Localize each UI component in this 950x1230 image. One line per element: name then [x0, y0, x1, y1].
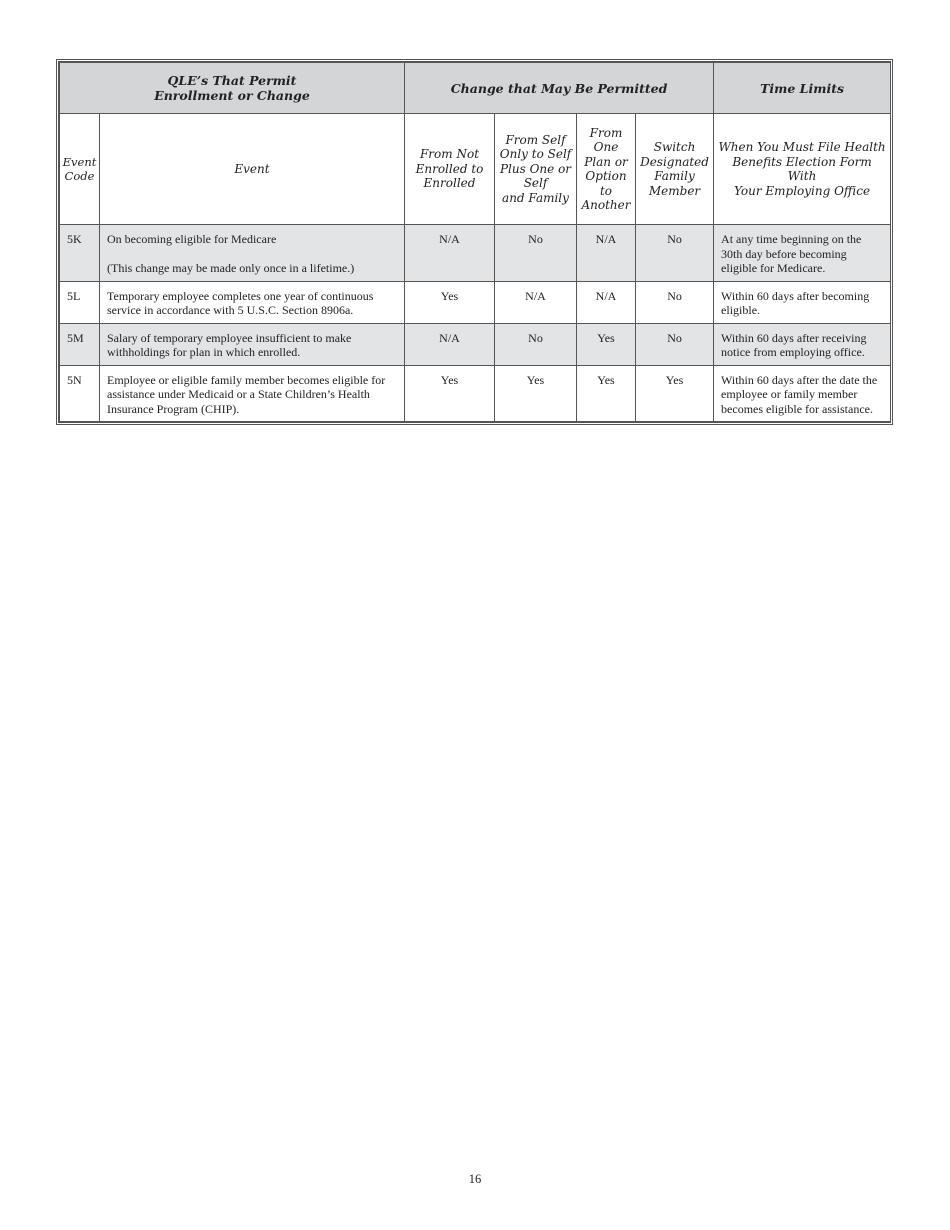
from-self-only-cell: N/A — [495, 281, 577, 323]
qle-table-frame — [56, 59, 893, 425]
switch-designated-header: Switch Designated Family Member — [636, 114, 714, 225]
from-self-only-cell: No — [495, 225, 577, 282]
table-row — [60, 225, 891, 282]
qle-table — [59, 62, 891, 422]
event-code-header: Event Code — [60, 114, 100, 225]
from-not-enrolled-cell: N/A — [405, 323, 495, 365]
from-not-enrolled-header: From Not Enrolled to Enrolled — [405, 114, 495, 225]
from-one-plan-cell: Yes — [577, 365, 636, 422]
event-header: Event — [100, 114, 405, 225]
change-group-header: Change that May Be Permitted — [405, 63, 714, 114]
from-one-plan-cell: Yes — [577, 323, 636, 365]
from-self-only-header: From Self Only to Self Plus One or Self and Family — [495, 114, 577, 225]
when-file-header: When You Must File Health Benefits Election Form With Your Employing Office — [714, 114, 891, 225]
from-not-enrolled-cell: Yes — [405, 281, 495, 323]
page-number: 16 — [468, 1172, 482, 1186]
event-cell: Employee or eligible family member becomes eligible for assistance under Medicaid or a State Children’s Health Insurance Program (CHIP). — [100, 365, 405, 422]
table-row — [60, 365, 891, 422]
time-limit-cell: Within 60 days after the date the employee or family member becomes eligible for assistance. — [714, 365, 891, 422]
time-limit-cell: At any time beginning on the 30th day before becoming eligible for Medicare. — [714, 225, 891, 282]
from-self-only-cell: Yes — [495, 365, 577, 422]
sub-header-row — [60, 114, 891, 225]
switch-designated-cell: Yes — [636, 365, 714, 422]
time-limit-cell: Within 60 days after becoming eligible. — [714, 281, 891, 323]
switch-designated-cell: No — [636, 281, 714, 323]
from-one-plan-header: From One Plan or Option to Another — [577, 114, 636, 225]
group-header-row — [60, 63, 891, 114]
table-row — [60, 281, 891, 323]
from-one-plan-cell: N/A — [577, 225, 636, 282]
event-code-cell: 5L — [60, 281, 100, 323]
switch-designated-cell: No — [636, 323, 714, 365]
from-not-enrolled-cell: Yes — [405, 365, 495, 422]
qle-group-header: QLE’s That Permit Enrollment or Change — [60, 63, 405, 114]
event-code-cell: 5N — [60, 365, 100, 422]
table-row — [60, 323, 891, 365]
from-not-enrolled-cell: N/A — [405, 225, 495, 282]
from-self-only-cell: No — [495, 323, 577, 365]
time-limit-cell: Within 60 days after receiving notice from employing office. — [714, 323, 891, 365]
time-limits-group-header: Time Limits — [714, 63, 891, 114]
event-code-cell: 5K — [60, 225, 100, 282]
event-code-cell: 5M — [60, 323, 100, 365]
from-one-plan-cell: N/A — [577, 281, 636, 323]
event-cell: Temporary employee completes one year of continuous service in accordance with 5 U.S.C. Section 8906a. — [100, 281, 405, 323]
event-cell: Salary of temporary employee insufficient to make withholdings for plan in which enrolled. — [100, 323, 405, 365]
switch-designated-cell: No — [636, 225, 714, 282]
event-cell: On becoming eligible for Medicare (This change may be made only once in a lifetime.) — [100, 225, 405, 282]
